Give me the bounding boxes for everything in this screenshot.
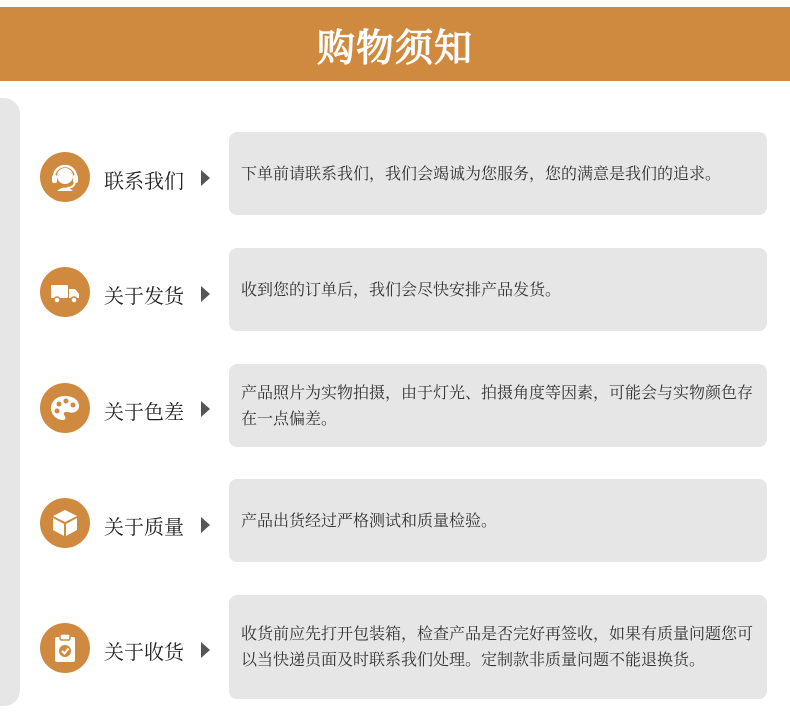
item-description: 产品照片为实物拍摄，由于灯光、拍摄角度等因素，可能会与实物颜色存在一点偏差。	[241, 382, 754, 428]
page-title: 购物须知	[316, 25, 473, 70]
palette-icon	[40, 383, 90, 433]
item-description: 收到您的订单后，我们会尽快安排产品发货。	[241, 279, 562, 299]
item-description-box	[229, 595, 767, 699]
item-description: 下单前请联系我们，我们会竭诚为您服务，您的满意是我们的追求。	[241, 163, 722, 183]
chevron-right-icon	[201, 401, 210, 417]
item-label: 关于色差	[104, 400, 184, 424]
item-description-box	[229, 248, 767, 331]
item-label: 关于发货	[104, 284, 184, 308]
item-description: 产品出货经过严格测试和质量检验。	[241, 510, 498, 530]
side-decoration-bar	[0, 98, 20, 706]
box-icon	[40, 498, 90, 548]
item-description-box	[229, 132, 767, 215]
item-description-box	[229, 364, 767, 447]
chevron-right-icon	[201, 286, 210, 302]
customer-service-icon	[40, 152, 90, 202]
chevron-right-icon	[201, 517, 210, 533]
chevron-right-icon	[201, 642, 210, 658]
item-label: 关于质量	[104, 515, 184, 539]
delivery-truck-icon	[40, 267, 90, 317]
item-description-box	[229, 479, 767, 562]
item-label: 联系我们	[104, 169, 184, 193]
chevron-right-icon	[201, 170, 210, 186]
item-label: 关于收货	[104, 640, 184, 664]
item-description: 收货前应先打开包装箱，检查产品是否完好再签收，如果有质量问题您可以当快递员面及时联系我们处理。定制款非质量问题不能退换货。	[241, 624, 754, 669]
page-header	[0, 7, 790, 81]
clipboard-check-icon	[40, 623, 90, 673]
